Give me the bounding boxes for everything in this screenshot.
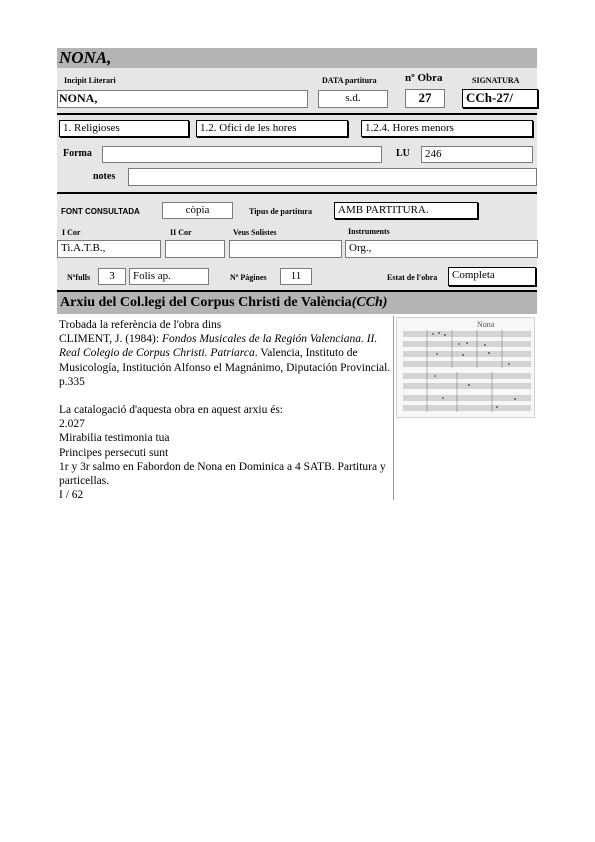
citation-title: Fondos Musicales de la Región Valenciana. II. Real Colegio de Corpus Christi. Patriarca: [59, 333, 378, 360]
estat-label: Estat de l'obra: [387, 273, 438, 282]
classification-level-2[interactable]: 1.2. Ofici de les hores: [196, 120, 348, 137]
catalog-line: 2.027: [59, 418, 85, 431]
nfulls-label: Nºfulls: [67, 273, 91, 282]
lu-label: LU: [396, 148, 410, 159]
incipit-label: Incipit Literari: [64, 76, 116, 85]
nfulls-field[interactable]: 3: [98, 268, 126, 285]
tipus-label: Tipus de partitura: [249, 207, 312, 216]
font-consultada-label: FONT CONSULTADA: [61, 207, 140, 216]
score-thumbnail: [396, 317, 535, 418]
instruments-field[interactable]: Org.,: [345, 240, 538, 258]
n-obra-label: nº Obra: [405, 72, 443, 84]
catalog-line: Principes persecuti sunt: [59, 446, 169, 459]
instruments-label: Instruments: [348, 227, 390, 236]
archive-code: (CCh): [351, 295, 388, 310]
citation: [59, 332, 391, 389]
folis-field[interactable]: Folis ap.: [129, 268, 209, 285]
tipus-field[interactable]: AMB PARTITURA.: [334, 202, 478, 219]
reference-intro: Trobada la referència de l'obra dins: [59, 319, 222, 331]
page-title: NONA,: [59, 48, 112, 67]
notes-field[interactable]: [128, 168, 537, 186]
signatura-label: SIGNATURA: [472, 76, 520, 85]
catalog-intro: La catalogació d'aquesta obra en aquest arxiu és:: [59, 404, 283, 417]
score-heading: Nona: [477, 320, 495, 329]
catalog-line: Mirabilia testimonia tua: [59, 432, 170, 445]
archive-body: [59, 318, 391, 502]
archive-title: [60, 295, 387, 311]
n-obra-field[interactable]: 27: [405, 89, 445, 108]
notes-label: notes: [93, 171, 116, 182]
npagines-field[interactable]: 11: [280, 268, 312, 285]
data-field[interactable]: s.d.: [318, 90, 388, 108]
ii-cor-label: II Cor: [170, 228, 192, 237]
incipit-field[interactable]: NONA,: [57, 90, 308, 108]
estat-field[interactable]: Completa: [448, 267, 536, 286]
lu-field[interactable]: 246: [421, 146, 533, 163]
title-bar: [57, 48, 537, 68]
archive-title-text: Arxiu del Col.legi del Corpus Christi de València: [60, 295, 352, 310]
i-cor-label: I Cor: [62, 228, 81, 237]
forma-label: Forma: [63, 148, 92, 159]
veus-field[interactable]: [229, 240, 342, 258]
score-image: [397, 318, 534, 417]
veus-label: Veus Solistes: [233, 228, 277, 237]
signatura-field[interactable]: CCh-27/: [462, 89, 538, 108]
citation-author: CLIMENT, J. (1984):: [59, 333, 162, 346]
font-consultada-field[interactable]: còpia: [162, 202, 233, 219]
classification-level-3[interactable]: 1.2.4. Hores menors: [361, 120, 533, 137]
catalog-line: 1r y 3r salmo en Fabordon de Nona en Dominica a 4 SATB. Partitura y particellas.: [59, 460, 386, 488]
catalog-line: I / 62: [59, 489, 84, 502]
forma-field[interactable]: [102, 146, 382, 163]
i-cor-field[interactable]: Ti.A.T.B.,: [57, 240, 161, 258]
classification-level-1[interactable]: 1. Religioses: [59, 120, 189, 137]
npagines-label: Nº Pàgines: [230, 273, 267, 282]
data-label: DATA partitura: [322, 76, 377, 85]
citation-rest: . Valencia, Instituto de Musicología, Institución Alfonso el Magnánimo, Diputación Provincial. p.335: [59, 347, 391, 388]
ii-cor-field[interactable]: [165, 240, 225, 258]
column-divider: [393, 316, 394, 500]
